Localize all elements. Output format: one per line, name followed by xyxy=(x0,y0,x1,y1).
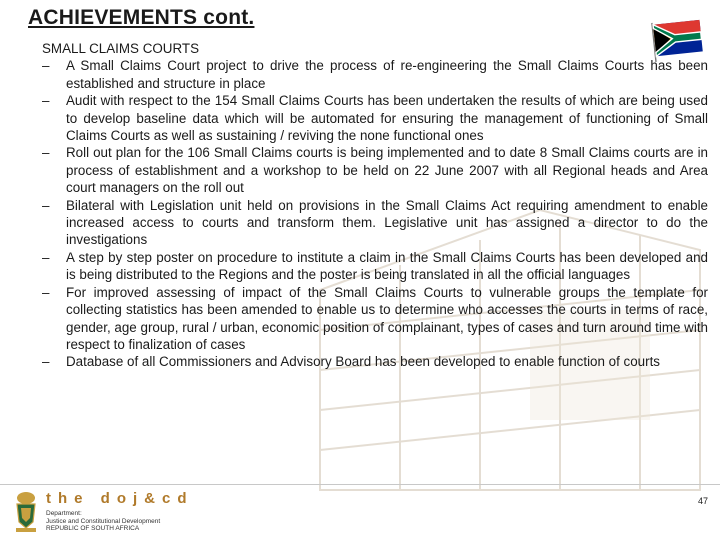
dash-bullet: – xyxy=(42,284,50,300)
list-item xyxy=(42,197,708,249)
list-item-text: A step by step poster on procedure to institute a claim in the Small Claims Courts has been developed and is being distributed to the Regions and the poster is being translated in all the official languages xyxy=(66,249,708,283)
list-item-text: Database of all Commissioners and Advisory Board has been developed to enable function of courts xyxy=(66,354,661,370)
dash-bullet: – xyxy=(42,93,50,109)
list-item-text: Roll out plan for the 106 Small Claims courts is being implemented and to date 8 Small Claims courts are in process of establishment and a workshop to be held on 22 June 2007 with all Regional heads and Area court managers on the roll out xyxy=(66,145,708,196)
list-item-text: For improved assessing of impact of the Small Claims Courts to vulnerable groups the template for collecting statistics has been amended to enable us to determine who accesses the courts in terms of race, gender, age group, rural / urban, economic position of complainant, types of cases and turn around time with respect to finalization of cases xyxy=(66,284,708,352)
slide-body xyxy=(42,40,708,371)
dept-line: Department: xyxy=(46,510,82,517)
section-heading: SMALL CLAIMS COURTS xyxy=(42,41,200,56)
footer-divider xyxy=(0,484,720,485)
bullet-list xyxy=(42,57,708,370)
dept-line: Justice and Constitutional Development xyxy=(46,517,161,525)
list-item xyxy=(42,92,708,144)
dash-bullet: – xyxy=(42,249,50,265)
list-item xyxy=(42,249,708,284)
slide-title: ACHIEVEMENTS cont. xyxy=(28,6,255,29)
list-item xyxy=(42,284,708,354)
page-number: 47 xyxy=(698,496,709,506)
list-item xyxy=(42,353,708,370)
coat-of-arms-icon xyxy=(10,490,42,534)
list-item-text: A Small Claims Court project to drive the process of re-engineering the Small Claims Courts has been established and structure in place xyxy=(66,58,708,91)
list-item-text: Bilateral with Legislation unit held on provisions in the Small Claims Act requiring amendment to enable increased access to courts and transform them. Legislative unit has assigned a director to do the investigations xyxy=(66,197,708,248)
department-text xyxy=(46,510,186,533)
list-item xyxy=(42,57,708,92)
brand-logo-text: the doj&cd xyxy=(46,490,194,507)
dash-bullet: – xyxy=(42,197,50,213)
dash-bullet: – xyxy=(42,58,50,74)
dash-bullet: – xyxy=(42,354,50,370)
dash-bullet: – xyxy=(42,145,50,161)
list-item-text: Audit with respect to the 154 Small Claims Courts has been undertaken the results of which are being used to develop baseline data which will be automated for ensuring the management of functioning of Small Claims Courts as well as sustaining / reviving the none functional ones xyxy=(66,93,708,144)
dept-line: REPUBLIC OF SOUTH AFRICA xyxy=(46,525,140,532)
list-item xyxy=(42,144,708,196)
